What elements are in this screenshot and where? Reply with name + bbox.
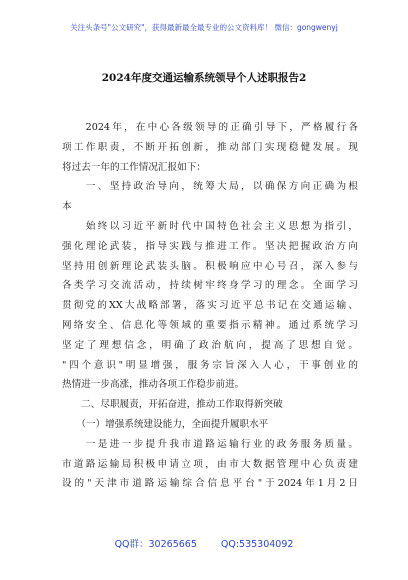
body-line: 项工作职责，不断开拓创新，推动部门实现稳健发展。现 bbox=[62, 141, 358, 153]
body-line: 本 bbox=[62, 201, 72, 213]
body-line: 坚定了理想信念，明确了政治航向，提高了思想自觉。 bbox=[62, 339, 358, 351]
body-line: 市道路运输局积极申请立项，由市大数据管理中心负责建 bbox=[62, 458, 358, 470]
footer-qq-number: QQ:535304092 bbox=[220, 539, 294, 550]
body-line: 一是进一步提升我市道路运输行业的政务服务质量。 bbox=[62, 438, 358, 450]
body-line: 二、尽职履责，开拓奋进，推动工作取得新突破 bbox=[62, 399, 283, 411]
document-body bbox=[62, 118, 358, 494]
body-line: （一）增强系统建设能力，全面提升履职水平 bbox=[62, 418, 269, 430]
body-line: 各类学习交流活动，持续树牢终身学习的理念。全面学习 bbox=[62, 280, 358, 292]
footer-qq-group: QQ群：30265665 bbox=[114, 539, 197, 550]
body-line: 网络安全、信息化等领域的重要指示精神。通过系统学习 bbox=[62, 319, 358, 331]
body-line: 贯彻党的XX大战略部署，落实习近平总书记在交通运输、 bbox=[62, 300, 358, 312]
body-line: 将过去一年的工作情况汇报如下： bbox=[62, 161, 206, 173]
body-line: 强化理论武装，指导实践与推进工作。坚决把握政治方向 bbox=[62, 240, 358, 252]
body-line: 坚持用创新理论武装头脑。积极响应中心号召，深入参与 bbox=[62, 260, 358, 272]
body-line: 始终以习近平新时代中国特色社会主义思想为指引， bbox=[62, 220, 358, 232]
body-line: "四个意识"明显增强，服务宗旨深入人心，干事创业的 bbox=[62, 359, 358, 371]
header-notice: 关注头条号"公文研究"，获得最新最全最专业的公文资料库！ 微信：gongwenyj bbox=[70, 23, 338, 32]
body-line: 一、坚持政治导向，统筹大局，以确保方向正确为根 bbox=[62, 181, 358, 193]
document-title: 2024年度交通运输系统领导个人述职报告2 bbox=[101, 72, 307, 84]
footer-contact bbox=[0, 536, 408, 550]
body-line: 2024年，在中心各级领导的正确引导下，严格履行各 bbox=[62, 122, 358, 133]
body-line: 设的"天津市道路运输综合信息平台"于2024年1月2日 bbox=[62, 478, 358, 490]
body-line: 热情进一步高涨，推动各项工作稳步前进。 bbox=[62, 379, 245, 391]
